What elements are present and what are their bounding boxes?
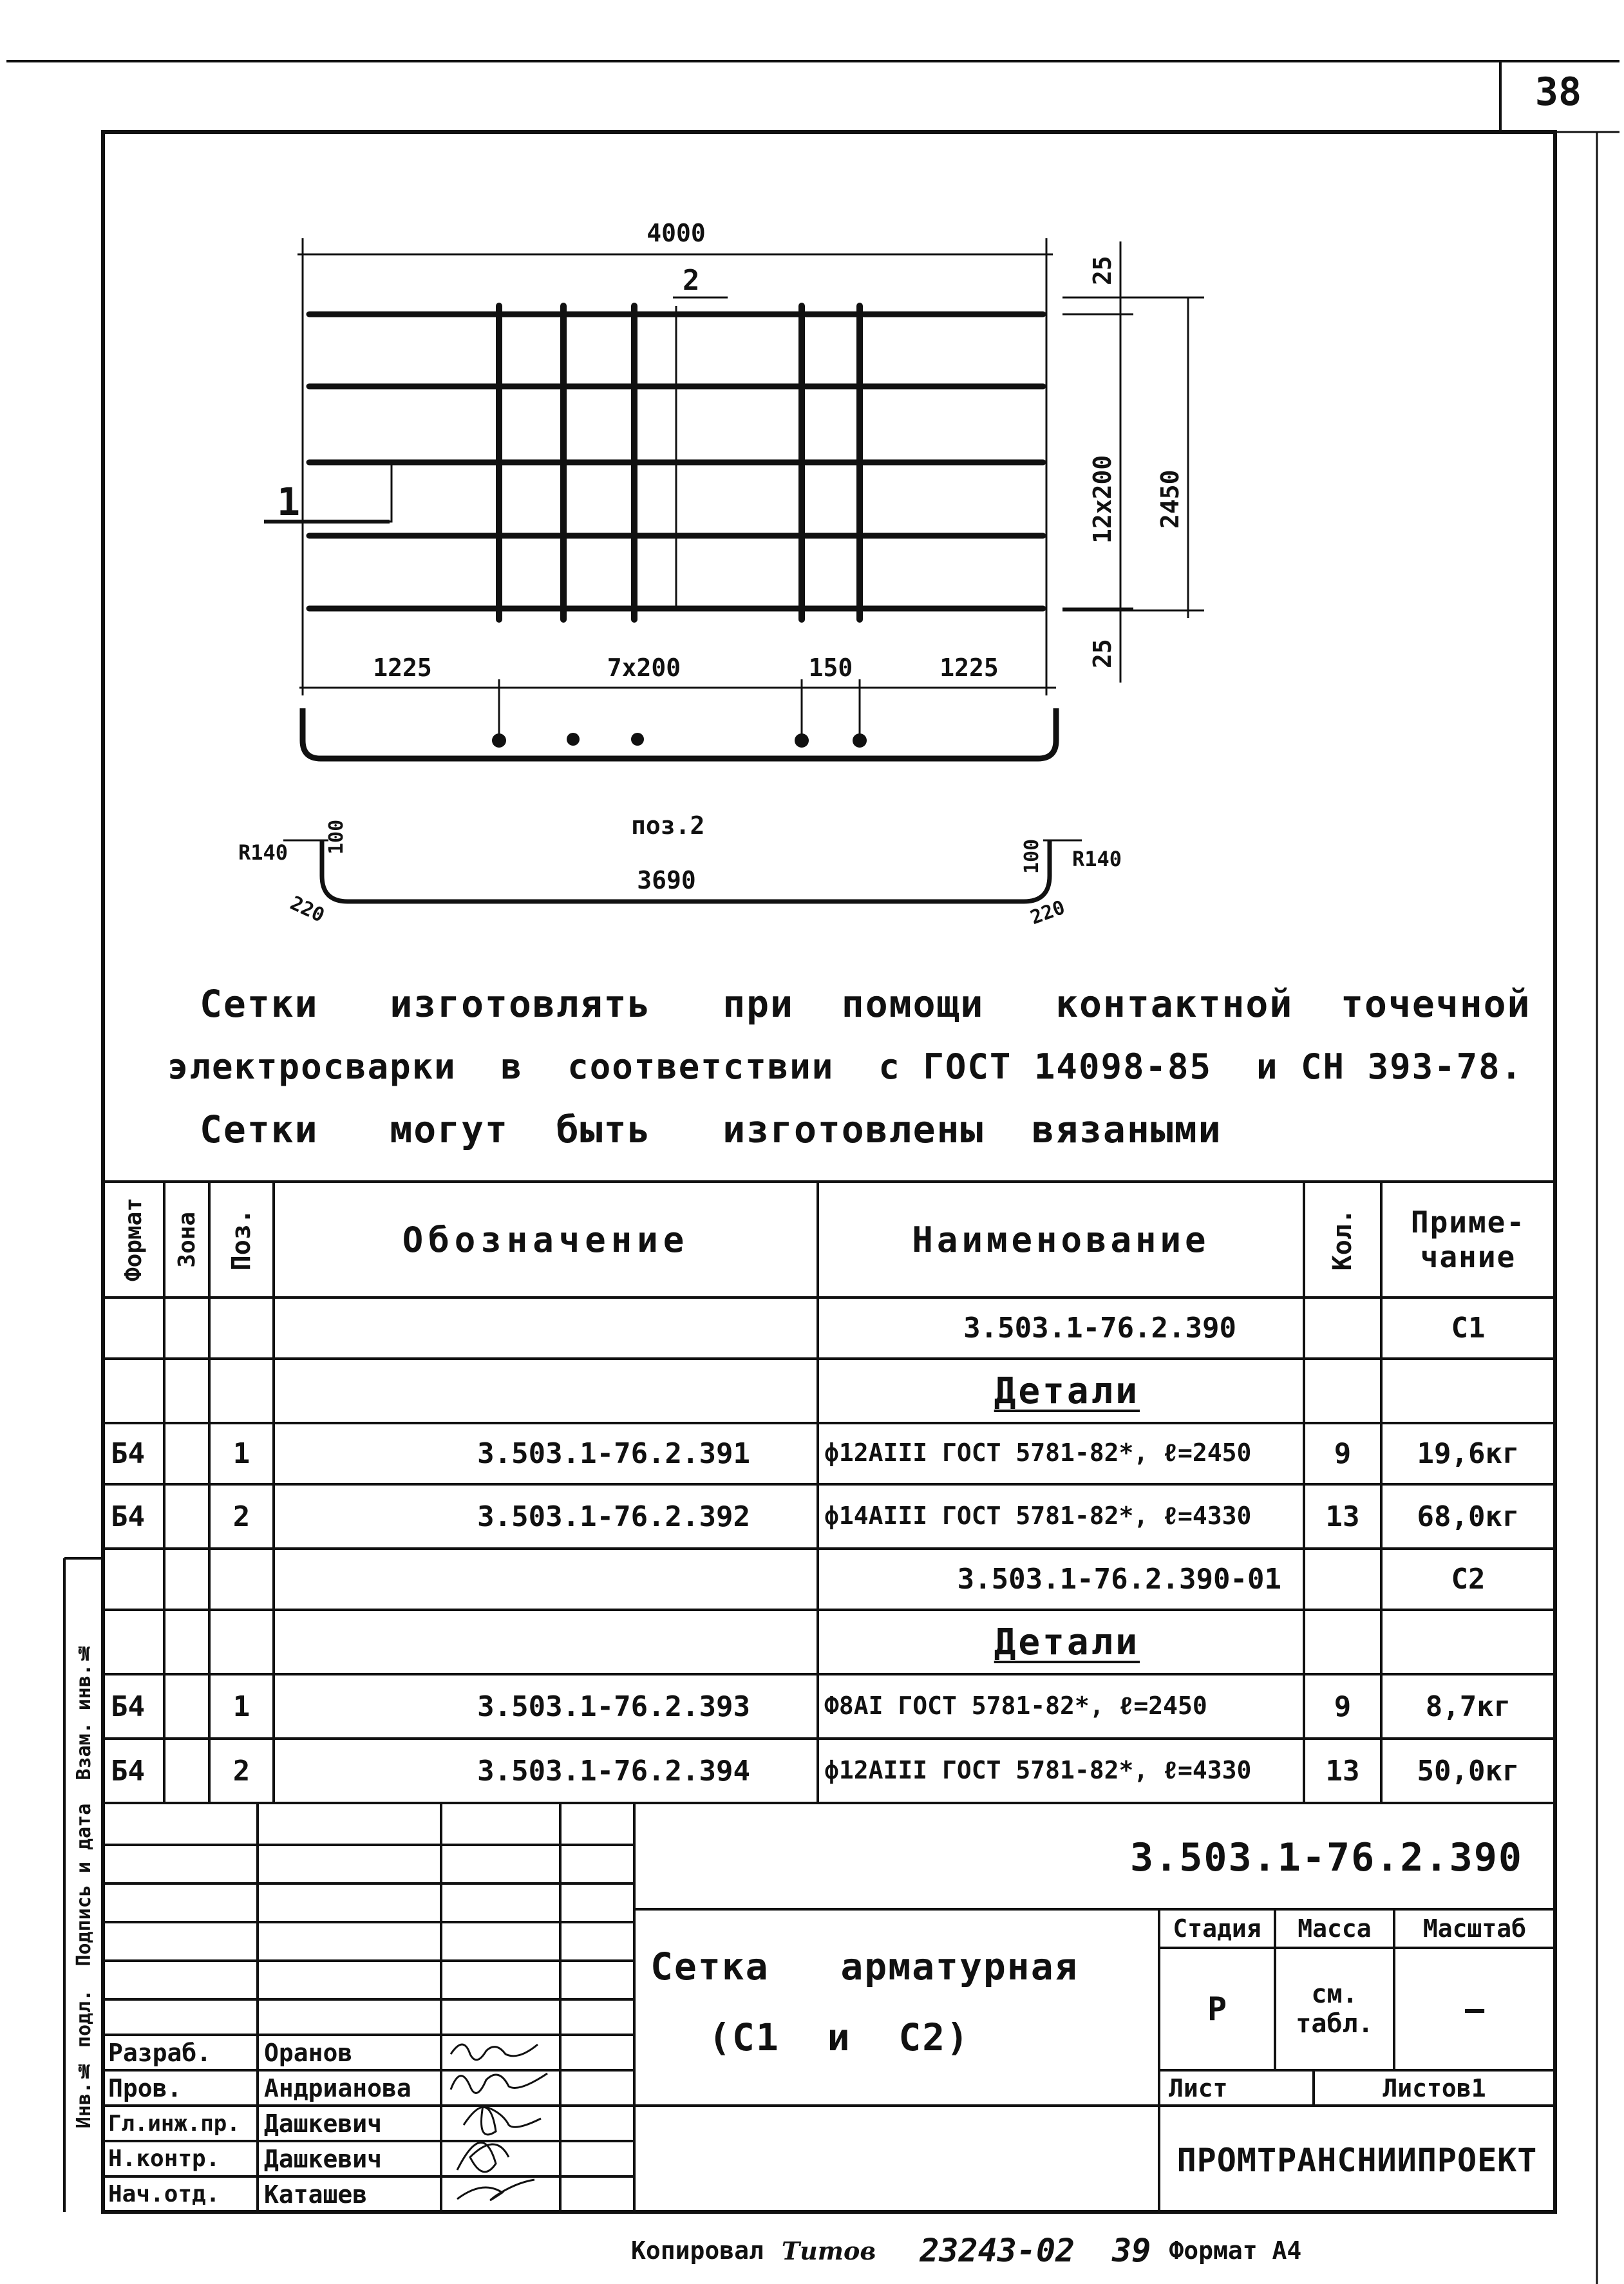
dim-height: 2450 — [1156, 469, 1184, 529]
th-designation: Обозначение — [402, 1219, 690, 1260]
note-line-2: электросварки в соответствии с ГОСТ 14098-85 и СН 393-78. — [167, 1046, 1524, 1087]
sheet-label: Лист — [1169, 2073, 1228, 2102]
table-section-details: Детали — [994, 1370, 1140, 1412]
mass-label: Масса — [1298, 1914, 1372, 1943]
pos2-bend-left: 220 — [287, 892, 328, 927]
mass-value: см. табл. — [1296, 1979, 1374, 2039]
footer-copier: Титов — [781, 2236, 876, 2265]
pos2-radius-right: R140 — [1072, 847, 1122, 871]
table-row-note: С1 — [1451, 1312, 1486, 1345]
label-pos-1: 1 — [277, 480, 301, 525]
th-zone: Зона — [173, 1211, 200, 1268]
staff-name: Андрианова — [264, 2073, 411, 2102]
note-line-1: Сетки изготовлять при помощи контактной точечной — [200, 982, 1531, 1026]
pos2-leg-left: 100 — [325, 819, 348, 855]
side-stamp: Инв.№ подл. Подпись и дата Взам. инв.№ — [72, 1641, 95, 2129]
table-row-designation: 3.503.1-76.2.393 — [477, 1690, 750, 1723]
doc-title-line-1: Сетка арматурная — [650, 1945, 1079, 1988]
table-row-note: 68,0кг — [1417, 1500, 1520, 1533]
th-pos: Поз. — [227, 1208, 256, 1271]
staff-role: Н.контр. — [108, 2146, 220, 2172]
staff-name: Каташев — [264, 2180, 368, 2209]
scale-label: Масштаб — [1422, 1914, 1527, 1943]
table-row-qty: 9 — [1334, 1437, 1352, 1470]
table-row-note: 50,0кг — [1417, 1754, 1520, 1788]
table-row-designation: 3.503.1-76.2.394 — [477, 1754, 750, 1788]
table-row-format: Б4 — [111, 1754, 145, 1788]
table-row-pos: 1 — [232, 1437, 250, 1470]
sheets-label: Листов1 — [1383, 2073, 1486, 2102]
staff-role: Нач.отд. — [108, 2181, 220, 2207]
footer-format: Формат А4 — [1169, 2236, 1302, 2265]
table-row-qty: 9 — [1334, 1690, 1352, 1723]
scale-value: — — [1464, 1990, 1485, 2028]
organization-name: ПРОМТРАНСНИИПРОЕКТ — [1176, 2142, 1538, 2179]
dim-bottom-1: 1225 — [373, 654, 432, 682]
th-name: Наименование — [912, 1219, 1210, 1260]
pos2-title: поз.2 — [631, 811, 705, 840]
stage-label: Стадия — [1173, 1914, 1261, 1943]
dim-spacing: 12x200 — [1088, 455, 1117, 543]
note-line-3: Сетки могут быть изготовлены вязаными — [200, 1108, 1222, 1151]
table-row-note: С2 — [1451, 1563, 1486, 1596]
stage-value: Р — [1207, 1990, 1227, 2028]
staff-name: Дашкевич — [264, 2109, 382, 2138]
th-note: Приме- чание — [1410, 1205, 1526, 1274]
staff-role: Пров. — [108, 2073, 182, 2102]
table-row-name: 3.503.1-76.2.390-01 — [957, 1563, 1281, 1596]
pos2-radius-left: R140 — [238, 840, 288, 865]
dim-bottom-2: 7x200 — [607, 654, 681, 682]
table-row-name: ф12АIII ГОСТ 5781-82*, ℓ=2450 — [824, 1439, 1252, 1467]
pos2-bend-right: 220 — [1027, 896, 1068, 930]
table-row-name: 3.503.1-76.2.390 — [963, 1312, 1236, 1345]
footer-copied: Копировал — [631, 2236, 764, 2265]
pos2-length: 3690 — [637, 866, 696, 894]
table-row-format: Б4 — [111, 1500, 145, 1533]
table-row-note: 8,7кг — [1425, 1690, 1511, 1723]
table-row-name: ф14АIII ГОСТ 5781-82*, ℓ=4330 — [824, 1501, 1252, 1530]
staff-name: Оранов — [264, 2038, 353, 2067]
table-section-details: Детали — [994, 1621, 1140, 1663]
signatures — [444, 2035, 560, 2212]
table-row-qty: 13 — [1325, 1500, 1360, 1533]
table-row-pos: 2 — [232, 1500, 250, 1533]
footer-page: 39 — [1112, 2232, 1151, 2269]
doc-code: 3.503.1-76.2.390 — [1130, 1835, 1523, 1880]
th-format: Формат — [120, 1197, 147, 1282]
staff-name: Дашкевич — [264, 2144, 382, 2173]
table-row-format: Б4 — [111, 1690, 145, 1723]
label-pos-2: 2 — [683, 264, 700, 297]
table-row-name: ф12АIII ГОСТ 5781-82*, ℓ=4330 — [824, 1755, 1252, 1784]
table-row-note: 19,6кг — [1417, 1437, 1520, 1470]
sheet-number: 38 — [1534, 70, 1582, 115]
table-row-name: Ф8АI ГОСТ 5781-82*, ℓ=2450 — [824, 1691, 1207, 1720]
footer — [631, 2228, 1301, 2273]
dim-width: 4000 — [647, 219, 706, 247]
table-row-designation: 3.503.1-76.2.392 — [477, 1500, 750, 1533]
table-row-pos: 2 — [232, 1754, 250, 1788]
table-row-designation: 3.503.1-76.2.391 — [477, 1437, 750, 1470]
dim-bottom-offset: 25 — [1088, 639, 1117, 668]
table-row-qty: 13 — [1325, 1754, 1360, 1788]
dim-top-offset: 25 — [1088, 256, 1117, 285]
pos2-leg-right: 100 — [1021, 838, 1043, 874]
footer-order: 23243-02 — [920, 2232, 1075, 2269]
table-row-pos: 1 — [232, 1690, 250, 1723]
table-row-format: Б4 — [111, 1437, 145, 1470]
staff-role: Гл.инж.пр. — [108, 2110, 240, 2137]
dim-bottom-3: 150 — [808, 654, 853, 682]
doc-title-line-2: (С1 и С2) — [708, 2015, 970, 2059]
staff-role: Разраб. — [108, 2038, 212, 2067]
dim-bottom-4: 1225 — [939, 654, 999, 682]
th-qty: Кол. — [1328, 1208, 1357, 1271]
